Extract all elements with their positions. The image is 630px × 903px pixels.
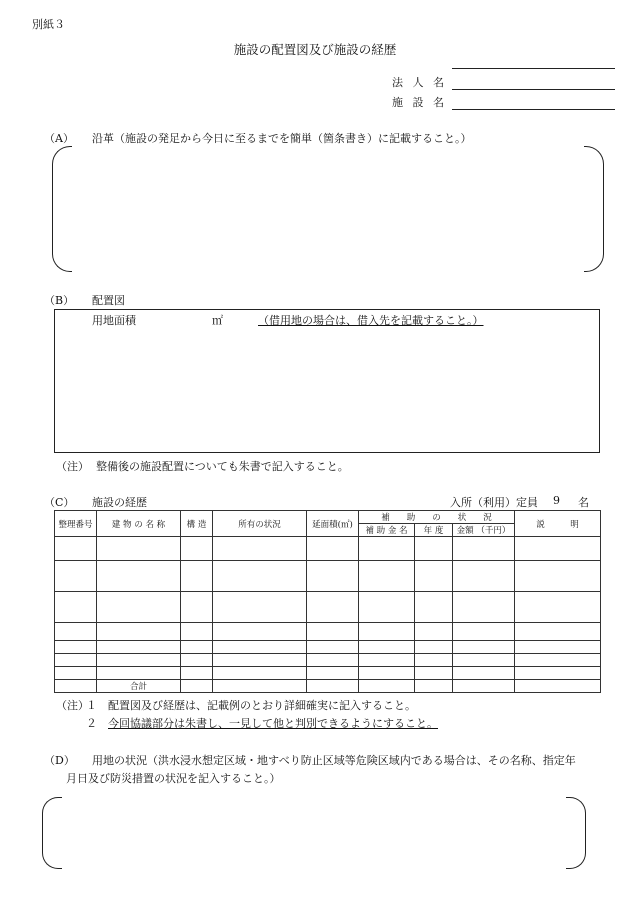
corp-name-field[interactable] <box>452 89 615 90</box>
section-c-title: 施設の経歴 <box>92 496 147 509</box>
page-title: 施設の配置図及び施設の経歴 <box>233 42 397 57</box>
table-row[interactable] <box>55 592 601 623</box>
area-unit: ㎡ <box>212 314 223 327</box>
capacity-label: 入所（利用）定員 <box>450 496 538 509</box>
left-bracket <box>52 146 72 272</box>
corp-name-label: 法 人 名 <box>392 76 447 89</box>
right-bracket <box>584 146 604 272</box>
header-no: 整理番号 <box>55 511 97 537</box>
top-rule <box>452 68 615 69</box>
capacity-unit: 名 <box>578 496 589 509</box>
section-b-label: （B） <box>44 294 75 307</box>
table-row[interactable] <box>55 654 601 667</box>
header-subsidy: 補 助 の 状 況 <box>359 511 515 524</box>
header-year: 年 度 <box>415 524 453 537</box>
note-2: 今回協議部分は朱書し、一見して他と判別できるようにすること。 <box>108 717 438 730</box>
lease-note: （借用地の場合は、借入先を記載すること。） <box>258 314 484 327</box>
note-1: 配置図及び経歴は、記載例のとおり詳細確実に記入すること。 <box>108 699 416 712</box>
table-row[interactable] <box>55 623 601 641</box>
section-b-note-label: （注） <box>56 460 89 473</box>
capacity-value: 9 <box>553 494 560 507</box>
section-d-title-line2: 月日及び防災措置の状況を記入すること。） <box>66 772 281 785</box>
header-amount: 金額 （千円） <box>453 524 515 537</box>
section-b-note: 整備後の施設配置についても朱書で記入すること。 <box>96 460 349 473</box>
table-row[interactable] <box>55 667 601 680</box>
table-row[interactable] <box>55 561 601 592</box>
note-1-num: １ <box>86 699 97 712</box>
section-c-notes-label: （注） <box>56 699 89 712</box>
facility-name-label: 施 設 名 <box>392 96 447 109</box>
section-d-title-line1: 用地の状況（洪水浸水想定区域・地すべり防止区域等危険区域内である場合は、その名称、指定年 <box>92 754 576 767</box>
section-a-title: 沿革（施設の発足から今日に至るまでを簡単（箇条書き）に記載すること。） <box>92 132 472 145</box>
header-subsidy-name: 補 助 金 名 <box>359 524 415 537</box>
layout-drawing-area[interactable] <box>54 309 600 453</box>
history-table <box>54 510 601 693</box>
left-bracket <box>42 797 62 869</box>
header-ownership: 所有の状況 <box>213 511 307 537</box>
table-row[interactable] <box>55 537 601 561</box>
document-label: 別紙３ <box>32 18 65 31</box>
section-c-label: （C） <box>44 496 75 509</box>
area-label: 用地面積 <box>92 314 136 327</box>
total-row[interactable] <box>55 680 601 693</box>
header-building: 建 物 の 名 称 <box>97 511 181 537</box>
table-row[interactable] <box>55 641 601 654</box>
section-b-title: 配置図 <box>92 294 125 307</box>
header-structure: 構 造 <box>181 511 213 537</box>
note-2-num: ２ <box>86 717 97 730</box>
facility-name-field[interactable] <box>452 109 615 110</box>
total-label: 合計 <box>97 680 181 693</box>
section-d-label: （D） <box>44 754 75 767</box>
section-a-label: （A） <box>44 132 74 145</box>
header-floor-area: 延面積(㎡) <box>307 511 359 537</box>
right-bracket <box>566 797 586 869</box>
header-remarks: 説 明 <box>515 511 601 537</box>
